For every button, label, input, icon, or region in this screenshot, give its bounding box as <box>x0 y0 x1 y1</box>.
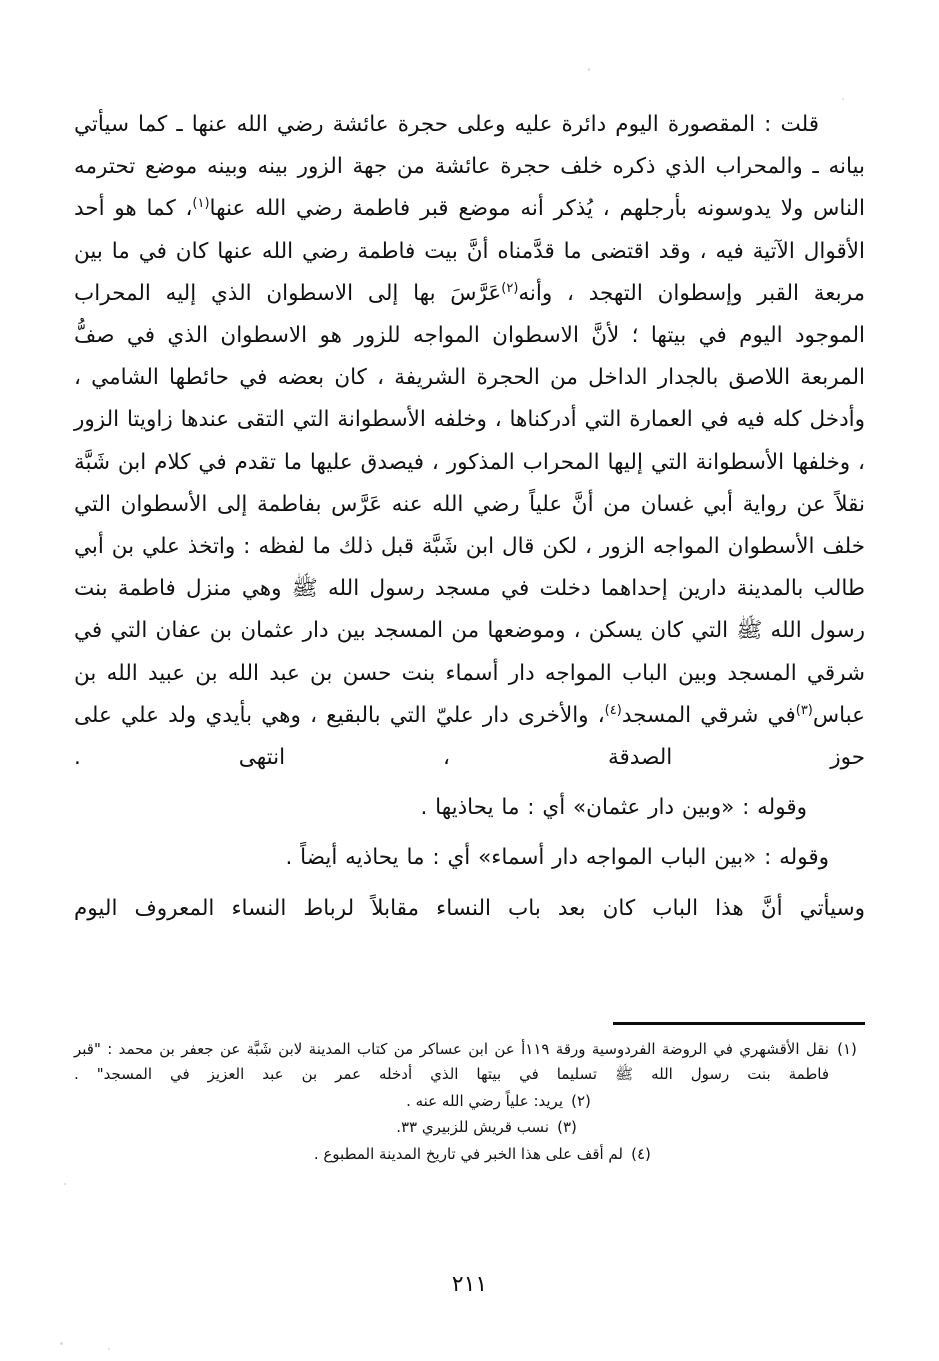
paragraph-closing <box>74 888 865 930</box>
page-number: ٢١١ <box>451 1272 488 1297</box>
main-text-block <box>74 104 865 930</box>
footnote-list <box>74 1037 865 1168</box>
footnote-marker[interactable]: (٣) <box>557 1118 577 1136</box>
footnote-marker[interactable]: (٢) <box>571 1091 591 1110</box>
paragraph-text-cont: ، كما هو أحد الأقوال الآتية فيه ، وقد اقتضى ما قدَّمناه أنَّ بيت فاطمة رضي الله عنها كان في ما بين مربعة القبر وإسطوان التهجد ، وأنه <box>74 196 865 306</box>
paragraph-text: قلت : المقصورة اليوم دائرة عليه وعلى حجرة عائشة رضي الله عنها ـ كما سيأتي بيانه ـ والمحراب الذي ذكره خلف حجرة عائشة من جهة الزور بينه وبينه موضع تحترمه الناس ولا يدوسونه بأرجلهم ، يُذكر أنه موضع قبر فاطمة رضي الله عنها <box>74 112 865 222</box>
footnote-text: لم أقف على هذا الخبر في تاريخ المدينة المطبوع . <box>313 1144 623 1163</box>
scan-speck <box>60 1342 63 1345</box>
paragraph-text: وقوله : «وبين دار عثمان» أي : ما يحاذيها . <box>420 795 807 821</box>
paragraph-spacer <box>74 880 865 888</box>
paragraph-quote-asma <box>74 837 865 879</box>
paragraph-text: وقوله : «بين الباب المواجه دار أسماء» أي : ما يحاذيه أيضاً . <box>285 845 829 871</box>
paragraph-quote-uthman <box>74 787 865 829</box>
paragraph-text-cont2: عَرَّسَ بها إلى الاسطوان الذي إليه المحراب الموجود اليوم في بيتها ؛ لأنَّ الاسطوان المواجه للزور هو الاسطوان الذي في صفُّ المربعة اللاصق بالجدار الداخل من الحجرة الشريفة ، كان بعضه في حائطها الشامي ، وأدخل كله فيه في العمارة التي أدركناها ، وخلفه الأسطوانة التي التقى عندها زاويتا الزور ، وخلفها الأسطوانة التي إليها المحراب المذكور ، فيصدق عليها ما تقدم في كلام ابن شَبَّة نقلاً عن رواية أبي غسان من أنَّ علياً رضي الله عنه عَرَّس بفاطمة إلى الأسطوان التي خلف الأسطوان المواجه الزور ، لكن قال ابن شَبَّة قبل ذلك ما لفظه : واتخذ علي بن أبي طالب بالمدينة دارين إحداهما دخلت في مسجد رسول الله ﷺ وهي منزل فاطمة بنت رسول الله ﷺ التي كان يسكن ، وموضعها من المسجد بين دار عثمان بن عفان التي في شرقي المسجد وبين الباب المواجه دار أسماء بنت حسن بن عبد الله بن عبيد الله بن عباس <box>74 280 865 728</box>
footnote-text: نسب قريش للزبيري ٣٣. <box>396 1118 549 1136</box>
paragraph-spacer <box>74 779 865 787</box>
scan-speck <box>842 98 844 100</box>
footnote-marker[interactable]: (١) <box>837 1039 857 1058</box>
page-body <box>74 104 865 930</box>
footnote-ref-2[interactable]: (٢) <box>501 280 519 296</box>
footnote-item-3 <box>74 1115 865 1141</box>
footnote-area <box>74 1022 865 1168</box>
footnote-item-1 <box>74 1037 865 1088</box>
scan-speck <box>588 68 590 71</box>
footnote-ref-1[interactable]: (١) <box>192 196 210 212</box>
footnote-item-2 <box>74 1089 865 1115</box>
scan-speck <box>64 1183 66 1185</box>
footnote-item-4 <box>74 1142 865 1168</box>
footnote-ref-4[interactable]: (٤) <box>604 702 622 718</box>
scan-speck <box>108 1348 110 1350</box>
paragraph-text: وسيأتي أنَّ هذا الباب كان بعد باب النساء مقابلاً لرباط النساء المعروف اليوم <box>74 895 865 921</box>
footnote-separator-rule <box>613 1022 865 1025</box>
paragraph-spacer <box>74 829 865 837</box>
footnote-text: يريد: علياً رضي الله عنه . <box>406 1091 563 1110</box>
paragraph-text-cont3: في شرقي المسجد <box>621 702 796 728</box>
paragraph-text-cont4: ، والأخرى دار عليّ التي بالبقيع ، وهي بأيدي ولد علي على حوز الصدقة ، انتهى . <box>74 702 865 771</box>
footnote-marker[interactable]: (٤) <box>631 1144 651 1163</box>
footnote-text: نقل الأقشهري في الروضة الفردوسية ورقة ١١٩أ عن ابن عساكر من كتاب المدينة لابن شَبَّة عن جعفر بن محمد : "قبر فاطمة بنت رسول الله ﷺ تسليما في بيتها الذي أدخله عمر بن عبد العزيز في المسجد" . <box>74 1039 829 1083</box>
paragraph-main <box>74 104 865 779</box>
footnote-ref-3[interactable]: (٣) <box>795 702 813 718</box>
